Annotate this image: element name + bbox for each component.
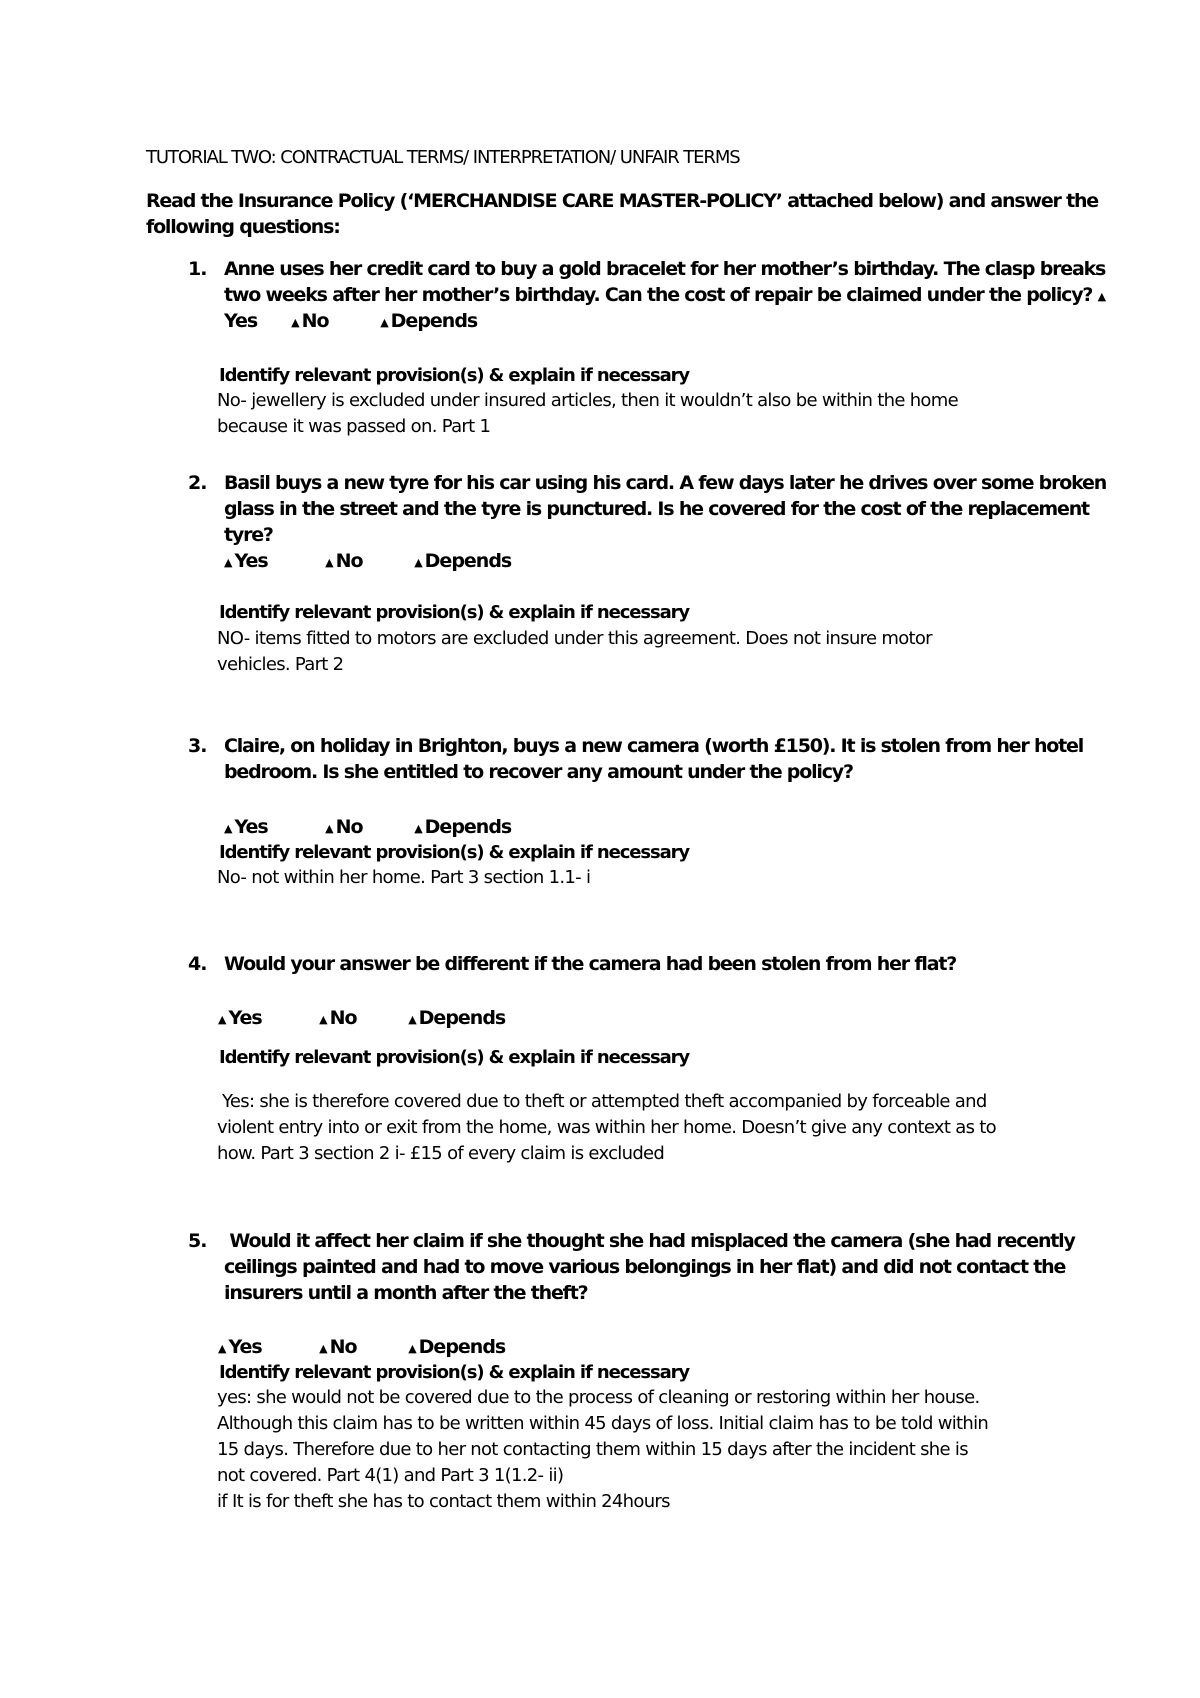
option-no[interactable] xyxy=(319,1005,403,1033)
question-line: ceilings painted and had to move various belongings in her flat) and did not contact the xyxy=(224,1256,1066,1278)
question-line: bedroom. Is she entitled to recover any amount under the policy? xyxy=(224,761,853,783)
answer-options xyxy=(224,814,511,842)
answer-line: vehicles. Part 2 xyxy=(217,654,344,675)
option-yes-label: Yes xyxy=(228,1007,262,1029)
answer-line: NO- items fitted to motors are excluded under this agreement. Does not insure motor xyxy=(217,628,932,649)
option-depends[interactable] xyxy=(380,308,477,336)
option-bullet-icon: ▲ xyxy=(325,822,333,835)
option-bullet-icon: ▲ xyxy=(380,316,388,329)
option-depends-label: Depends xyxy=(418,1336,506,1358)
question-line: Would your answer be different if the camera had been stolen from her flat? xyxy=(224,953,957,975)
option-bullet-icon: ▲ xyxy=(408,1342,416,1355)
option-no[interactable] xyxy=(319,1334,403,1362)
option-yes-label: Yes xyxy=(234,816,268,838)
provision-heading: Identify relevant provision(s) & explain if necessary xyxy=(219,842,690,863)
option-no[interactable] xyxy=(325,814,409,842)
option-yes[interactable] xyxy=(218,1334,314,1362)
option-yes[interactable] xyxy=(224,814,320,842)
question-line: glass in the street and the tyre is punctured. Is he covered for the cost of the replacement xyxy=(224,498,1089,520)
answer-line: No- not within her home. Part 3 section 1.1- i xyxy=(217,867,591,888)
answer-line: No- jewellery is excluded under insured articles, then it wouldn’t also be within the home xyxy=(217,390,958,411)
answer-line: if It is for theft she has to contact them within 24hours xyxy=(217,1491,670,1512)
question-line: tyre? xyxy=(224,524,273,546)
question-line xyxy=(224,282,1108,310)
answer-line: Yes: she is therefore covered due to theft or attempted theft accompanied by forceable and xyxy=(217,1091,987,1112)
option-no-label: No xyxy=(335,816,363,838)
option-no[interactable] xyxy=(325,548,409,576)
option-depends-label: Depends xyxy=(424,550,512,572)
option-bullet-icon: ▲ xyxy=(224,556,232,569)
option-bullet-icon: ▲ xyxy=(224,822,232,835)
answer-line: Although this claim has to be written within 45 days of loss. Initial claim has to be told within xyxy=(217,1413,989,1434)
question-line-text: two weeks after her mother’s birthday. Can the cost of repair be claimed under the policy? xyxy=(224,284,1093,306)
option-bullet-icon: ▲ xyxy=(218,1013,226,1026)
option-depends-label: Depends xyxy=(418,1007,506,1029)
option-bullet-icon: ▲ xyxy=(325,556,333,569)
option-bullet-icon: ▲ xyxy=(319,1342,327,1355)
option-yes[interactable] xyxy=(218,1005,314,1033)
option-depends[interactable] xyxy=(408,1334,505,1362)
answer-options xyxy=(218,1334,505,1362)
intro-line: following questions: xyxy=(146,216,340,238)
question-line: Claire, on holiday in Brighton, buys a new camera (worth £150). It is stolen from her hotel xyxy=(224,735,1084,757)
question-number: 2. xyxy=(188,472,207,494)
question-line: Would it affect her claim if she thought she had misplaced the camera (she had recently xyxy=(224,1230,1075,1252)
option-yes-label: Yes xyxy=(228,1336,262,1358)
answer-line: because it was passed on. Part 1 xyxy=(217,416,491,437)
provision-heading: Identify relevant provision(s) & explain if necessary xyxy=(219,365,690,386)
option-bullet-icon: ▲ xyxy=(414,822,422,835)
answer-line: violent entry into or exit from the home, was within her home. Doesn’t give any context as to xyxy=(217,1117,996,1138)
option-depends[interactable] xyxy=(408,1005,505,1033)
option-no-label: No xyxy=(329,1007,357,1029)
question-number: 3. xyxy=(188,735,207,757)
answer-options xyxy=(224,548,511,576)
intro-line: Read the Insurance Policy (‘MERCHANDISE CARE MASTER-POLICY’ attached below) and answer the xyxy=(146,190,1098,212)
document-title: TUTORIAL TWO: CONTRACTUAL TERMS/ INTERPRETATION/ UNFAIR TERMS xyxy=(146,147,740,168)
provision-heading: Identify relevant provision(s) & explain if necessary xyxy=(219,1047,690,1068)
option-bullet-icon: ▲ xyxy=(319,1013,327,1026)
question-line: Basil buys a new tyre for his car using his card. A few days later he drives over some broken xyxy=(224,472,1107,494)
option-depends[interactable] xyxy=(414,814,511,842)
option-yes-label: Yes xyxy=(234,550,268,572)
option-no[interactable] xyxy=(291,308,375,336)
answer-line: 15 days. Therefore due to her not contacting them within 15 days after the incident she is xyxy=(217,1439,968,1460)
question-line: Anne uses her credit card to buy a gold bracelet for her mother’s birthday. The clasp breaks xyxy=(224,258,1106,280)
option-yes[interactable] xyxy=(224,548,320,576)
option-no-label: No xyxy=(329,1336,357,1358)
answer-line: how. Part 3 section 2 i- £15 of every claim is excluded xyxy=(217,1143,665,1164)
option-depends-label: Depends xyxy=(424,816,512,838)
question-number: 4. xyxy=(188,953,207,975)
option-bullet-icon: ▲ xyxy=(408,1013,416,1026)
question-number: 5. xyxy=(188,1230,207,1252)
provision-heading: Identify relevant provision(s) & explain if necessary xyxy=(219,602,690,623)
question-number: 1. xyxy=(188,258,207,280)
answer-options xyxy=(218,1005,505,1033)
question-line: insurers until a month after the theft? xyxy=(224,1282,588,1304)
option-bullet-icon: ▲ xyxy=(414,556,422,569)
option-depends-label: Depends xyxy=(390,310,478,332)
option-bullet-icon: ▲ xyxy=(218,1342,226,1355)
option-yes[interactable]: Yes xyxy=(224,310,258,332)
option-no-label: No xyxy=(301,310,329,332)
option-bullet-icon: ▲ xyxy=(291,316,299,329)
option-no-label: No xyxy=(335,550,363,572)
option-bullet-icon: ▲ xyxy=(1097,290,1105,303)
answer-line: yes: she would not be covered due to the process of cleaning or restoring within her house. xyxy=(217,1387,980,1408)
answer-options xyxy=(224,308,477,336)
provision-heading: Identify relevant provision(s) & explain if necessary xyxy=(219,1362,690,1383)
answer-line: not covered. Part 4(1) and Part 3 1(1.2- ii) xyxy=(217,1465,564,1486)
option-depends[interactable] xyxy=(414,548,511,576)
